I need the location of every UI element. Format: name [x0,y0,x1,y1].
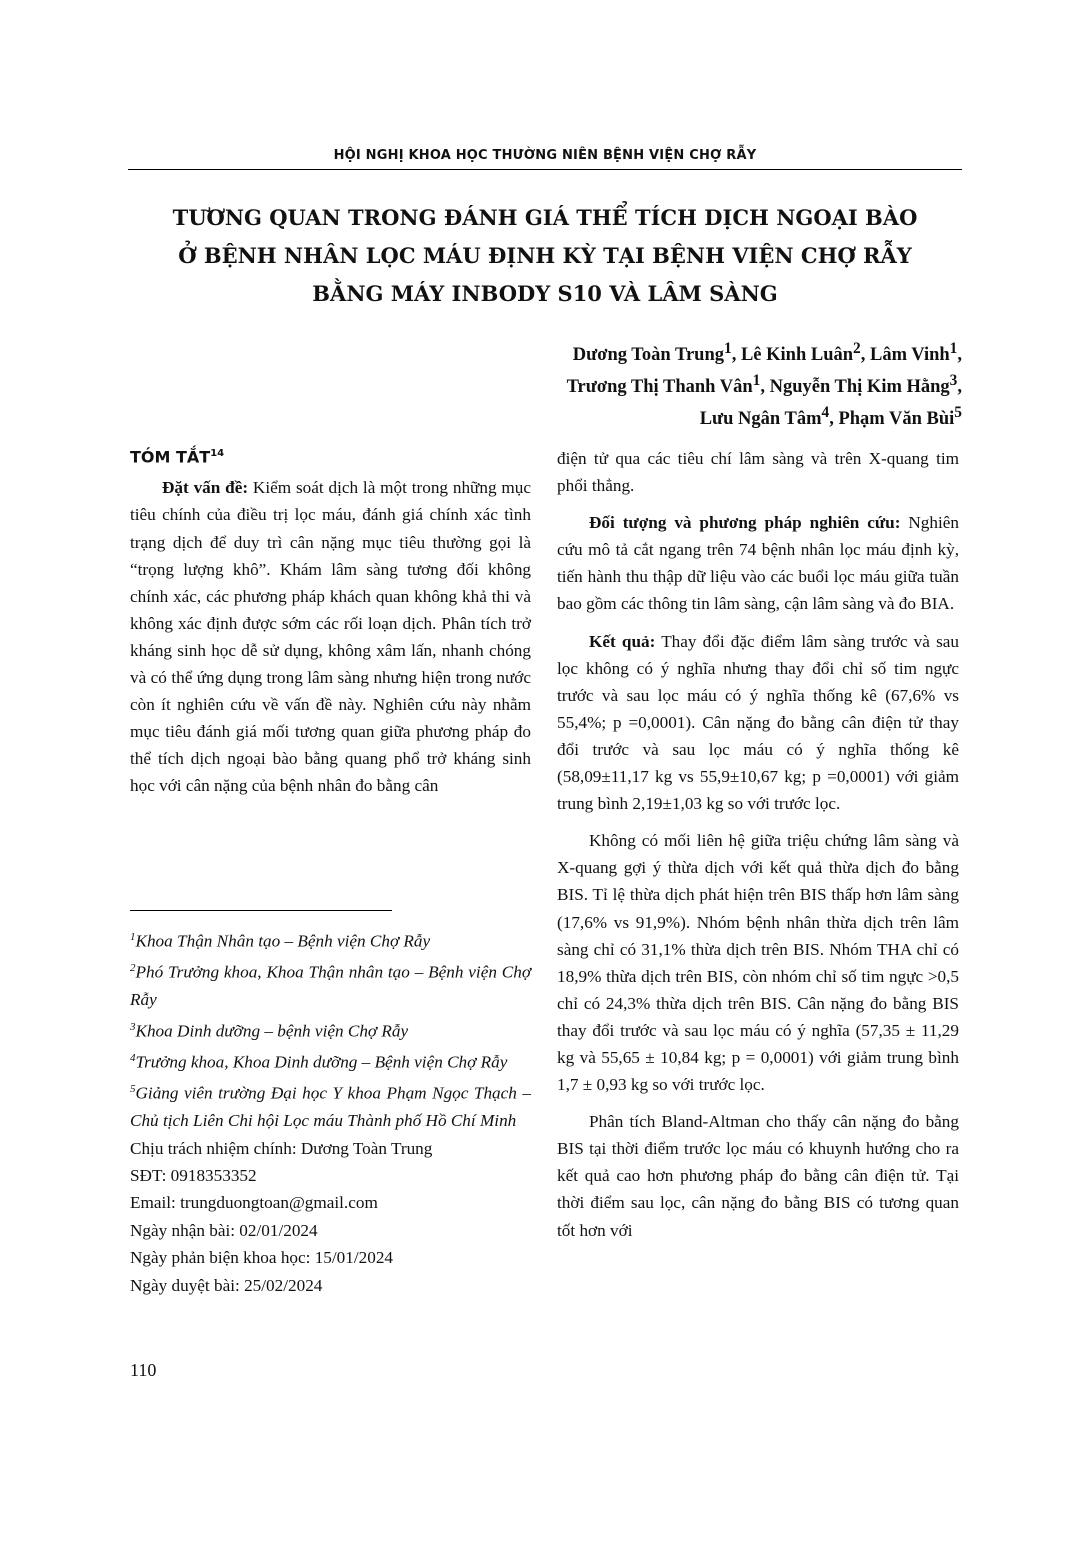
author-name: Phạm Văn Bùi [838,409,955,430]
affiliation-text: Khoa Thận Nhân tạo – Bệnh viện Chợ Rẫy [135,931,431,951]
footnotes [130,924,531,1299]
footnote-rule [130,910,392,911]
running-head: HỘI NGHỊ KHOA HỌC THƯỜNG NIÊN BỆNH VIỆN CHỢ RẪY [333,148,757,163]
header-rule [128,169,962,170]
author-separator: , [731,345,741,366]
affiliation-mark: 2 [130,962,136,975]
background-lead: Đặt vấn đề: [162,478,249,498]
author-separator: , [760,377,770,398]
abstract-methods [557,509,959,617]
affiliation-mark: 1 [130,931,136,943]
affiliation-4 [130,1045,531,1076]
author-line-1 [567,336,962,368]
author-line-2 [567,368,962,400]
background-text: Kiểm soát dịch là một trong những mục tiêu chính của điều trị lọc máu, đánh giá chính xác tình trạng dịch để duy trì cân nặng mục tiêu thường gọi là “trọng lượng khô”. Khám lâm sàng tương đối không chính xác, các phương pháp khách quan không khả thi và không xác định được sớm các rối loạn dịch. Phân tích trở kháng sinh học dễ sử dụng, không xâm lấn, nhanh chóng và có thể ứng dụng trong lâm sàng nhưng hiện trong nước còn ít nghiên cứu về vấn đề này. Nghiên cứu này nhằm mục tiêu đánh giá mối tương quan giữa phương pháp đo thể tích dịch ngoại bào bằng quang phổ trở kháng sinh học với cân nặng của bệnh nhân đo bằng cân [130,478,531,796]
phone-number: SĐT: 0918353352 [130,1165,257,1185]
author-separator: , [957,345,962,366]
article-title [128,199,962,313]
author-name: Lưu Ngân Tâm [699,409,822,430]
affiliation-text: Khoa Dinh dưỡng – bệnh viện Chợ Rẫy [135,1021,409,1041]
author-affiliation: 2 [853,340,861,357]
left-column [130,441,531,799]
page-number: 110 [130,1360,157,1380]
corresponding-author: Chịu trách nhiệm chính: Dương Toàn Trung [130,1138,433,1158]
email-address: Email: trungduongtoan@gmail.com [130,1193,378,1213]
author-affiliation: 5 [954,404,962,422]
affiliation-text: Phó Trưởng khoa, Khoa Thận nhân tạo – Bệnh viện Chợ Rẫy [130,962,531,1010]
author-name: Lâm Vinh [869,345,950,366]
methods-lead: Đối tượng và phương pháp nghiên cứu: [589,513,901,533]
title-line-2: Ở BỆNH NHÂN LỌC MÁU ĐỊNH KỲ TẠI BỆNH VIỆN CHỢ RẪY [178,243,912,268]
abstract-heading [130,441,531,470]
abstract-background [130,474,531,799]
author-affiliation: 1 [752,372,761,390]
author-separator: , [860,345,870,366]
results-lead: Kết quả: [589,631,656,651]
author-name: Dương Toàn Trung [572,345,724,366]
affiliation-5 [130,1076,531,1135]
author-affiliation: 1 [724,340,732,357]
methods-text: Nghiên cứu mô tả cắt ngang trên 74 bệnh nhân lọc máu định kỳ, tiến hành thu thập dữ liệu vào các buổi lọc máu giữa tuần bao gồm các thông tin lâm sàng, cận lâm sàng và đo BIA. [557,513,959,614]
affiliation-mark: 3 [130,1020,136,1033]
abstract-results [557,628,959,818]
affiliation-mark: 5 [130,1082,136,1095]
author-line-3 [567,400,962,432]
author-separator: , [829,409,839,430]
author-affiliation: 4 [821,404,830,422]
affiliation-1 [130,924,531,955]
affiliation-text: Giảng viên trường Đại học Y khoa Phạm Ngọc Thạch – Chủ tịch Liên Chi hội Lọc máu Thành phố Hồ Chí Minh [130,1083,531,1131]
right-column [557,445,959,1244]
results-paragraph-2: Không có mối liên hệ giữa triệu chứng lâm sàng và X-quang gợi ý thừa dịch với kết quả thừa dịch đo bằng BIS. Tỉ lệ thừa dịch phát hiện trên BIS thấp hơn lâm sàng (17,6% vs 91,9%). Nhóm bệnh nhân thừa dịch trên lâm sàng chỉ có 31,1% thừa dịch trên BIS. Nhóm THA chỉ có 18,9% thừa dịch trên BIS, còn nhóm chỉ số tim ngực >0,5 chỉ có 24,3% thừa dịch trên BIS. Cân nặng đo bằng BIS thay đổi trước và sau lọc máu có ý nghĩa (57,35 ± 11,29 kg và 55,65 ± 10,84 kg; p = 0,0001) với giảm trung bình 1,7 ± 0,93 kg so với trước lọc. [557,831,959,1095]
author-name: Lê Kinh Luân [740,345,854,366]
author-affiliation: 3 [949,372,958,390]
affiliation-3 [130,1014,531,1045]
background-continued: điện tử qua các tiêu chí lâm sàng và trên X-quang tim phổi thẳng. [557,449,959,496]
date-received: Ngày nhận bài: 02/01/2024 [130,1220,318,1240]
results-text: Thay đổi đặc điểm lâm sàng trước và sau lọc không có ý nghĩa nhưng thay đổi chỉ số tim ngực trước và sau lọc máu có ý nghĩa thống kê (67,6% vs 55,4%; p =0,0001). Cân nặng đo bằng cân điện tử thay đổi trước và sau lọc máu có ý nghĩa thống kê (58,09±11,17 kg vs 55,9±10,67 kg; p =0,0001) với giảm trung bình 2,19±1,03 kg so với trước lọc. [557,631,959,814]
title-line-1: TƯƠNG QUAN TRONG ĐÁNH GIÁ THỂ TÍCH DỊCH NGOẠI BÀO [172,205,918,230]
author-separator: , [957,377,962,398]
abstract-footnote-mark: 14 [210,448,225,459]
abstract-heading-text: TÓM TẮT [130,447,211,467]
author-list [567,336,962,432]
affiliation-2 [130,955,531,1014]
affiliation-text: Trưởng khoa, Khoa Dinh dưỡng – Bệnh viện Chợ Rẫy [135,1052,508,1072]
author-affiliation: 1 [949,340,958,357]
author-name: Nguyễn Thị Kim Hằng [769,377,950,398]
title-line-3: BẰNG MÁY INBODY S10 VÀ LÂM SÀNG [312,281,778,306]
affiliation-mark: 4 [130,1051,136,1064]
results-paragraph-3: Phân tích Bland-Altman cho thấy cân nặng đo bằng BIS tại thời điểm trước lọc máu có khuynh hướng cho ra kết quả cao hơn phương pháp đo bằng cân điện tử. Tại thời điểm sau lọc, cân nặng đo bằng BIS có tương quan tốt hơn với [557,1112,959,1240]
date-accepted: Ngày duyệt bài: 25/02/2024 [130,1275,323,1295]
date-reviewed: Ngày phản biện khoa học: 15/01/2024 [130,1248,394,1268]
author-name: Trương Thị Thanh Vân [566,377,753,398]
